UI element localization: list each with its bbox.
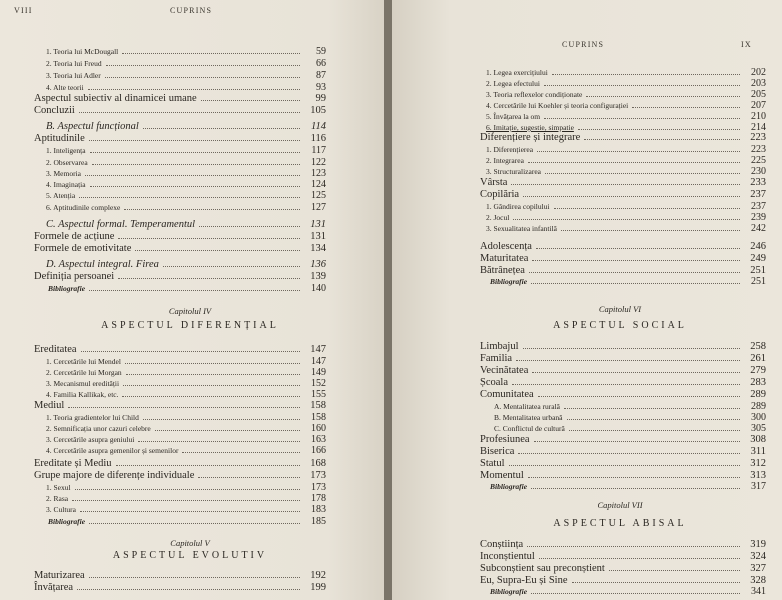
toc-entry: 3. Sexualitatea infantilă 242 (486, 223, 766, 234)
toc-entry: 1. Teoria lui McDougall 59 (46, 46, 326, 57)
toc-entry: 4. Cercetările lui Koehler și teoria configurației 207 (486, 100, 766, 111)
toc-entry-bibliography: Bibliografie 185 (48, 516, 326, 527)
toc-entry: 2. Integrarea 225 (486, 155, 766, 166)
toc-entry: C. Conflictul de cultură 305 (494, 423, 766, 434)
toc-entry: Școala 283 (480, 377, 766, 388)
chapter-label: Capitolul VI (598, 304, 642, 314)
toc-entry: Diferențiere și integrare 223 (480, 132, 766, 143)
toc-entry: Copilăria 237 (480, 189, 766, 200)
toc-entry: Subconștient sau preconștient 327 (480, 563, 766, 574)
chapter-title: ASPECTUL DIFERENȚIAL (101, 320, 279, 331)
toc-entry: Profesiunea 308 (480, 434, 766, 445)
toc-entry: 1. Teoria gradientelor lui Child 158 (46, 412, 326, 423)
toc-entry: 3. Structuralizarea 230 (486, 166, 766, 177)
chapter-label: Capitolul V (170, 538, 210, 548)
toc-entry: 2. Jocul 239 (486, 212, 766, 223)
toc-entry: 4. Alte teorii 93 (46, 82, 326, 93)
toc-entry-bibliography: Bibliografie 341 (490, 586, 766, 597)
toc-entry: Aptitudinile 116 (34, 133, 326, 144)
toc-entry: 1. Gândirea copilului 237 (486, 201, 766, 212)
toc-entry: Bătrânețea 251 (480, 265, 766, 276)
toc-entry: D. Aspectul integral. Firea 136 (46, 259, 326, 270)
toc-entry: Comunitatea 289 (480, 389, 766, 400)
toc-entry: Adolescența 246 (480, 241, 766, 252)
toc-entry: B. Aspectul funcțional 114 (46, 121, 326, 132)
toc-entry: 2. Observarea 122 (46, 157, 326, 168)
toc-entry: Maturitatea 249 (480, 253, 766, 264)
chapter-title: ASPECTUL EVOLUTIV (112, 550, 268, 561)
toc-entry: 1. Inteligența 117 (46, 145, 326, 156)
toc-entry: Ereditate și Mediu 168 (34, 458, 326, 469)
toc-entry: Eu, Supra-Eu și Sine 328 (480, 575, 766, 586)
toc-entry: 2. Teoria lui Freud 66 (46, 58, 326, 69)
chapter-title: ASPECTUL ABISAL (553, 518, 687, 529)
toc-entry: Conștiința 319 (480, 539, 766, 550)
toc-entry: Formele de acțiune 131 (34, 231, 326, 242)
toc-entry: 4. Imaginația 124 (46, 179, 326, 190)
toc-entry: Ereditatea 147 (34, 344, 326, 355)
toc-entry: 2. Legea efectului 203 (486, 78, 766, 89)
toc-entry: 6. Imitație, sugestie, simpatie 214 (486, 122, 766, 133)
toc-entry: 2. Semnificația unor cazuri celebre 160 (46, 423, 326, 434)
toc-entry: 3. Teoria reflexelor condiționate 205 (486, 89, 766, 100)
toc-entry: Definiția persoanei 139 (34, 271, 326, 282)
toc-entry: Maturizarea 192 (34, 570, 326, 581)
chapter-label: Capitolul VII (597, 500, 643, 510)
toc-entry: 3. Cultura 183 (46, 504, 326, 515)
toc-entry: Statul 312 (480, 458, 766, 469)
toc-entry: 5. Învățarea la om 210 (486, 111, 766, 122)
toc-entry: 1. Cercetările lui Mendel 147 (46, 356, 326, 367)
toc-entry: 1. Sexul 173 (46, 482, 326, 493)
toc-entry: C. Aspectul formal. Temperamentul 131 (46, 219, 326, 230)
toc-entry: Aspectul subiectiv al dinamicei umane 99 (34, 93, 326, 104)
toc-entry: 3. Memoria 123 (46, 168, 326, 179)
toc-entry: 4. Familia Kallikak, etc. 155 (46, 389, 326, 400)
chapter-label: Capitolul IV (168, 306, 212, 316)
toc-entry: Concluzii 105 (34, 105, 326, 116)
toc-entry: 3. Cercetările asupra geniului 163 (46, 434, 326, 445)
toc-entry: Vârsta 233 (480, 177, 766, 188)
toc-entry: 2. Rasa 178 (46, 493, 326, 504)
toc-entry: 4. Cercetările asupra gemenilor și semenilor 166 (46, 445, 326, 456)
toc-entry: A. Mentalitatea rurală 289 (494, 401, 766, 412)
toc-entry: 6. Aptitudinile complexe 127 (46, 202, 326, 213)
toc-entry: Formele de emotivitate 134 (34, 243, 326, 254)
toc-entry: B. Mentalitatea urbană 300 (494, 412, 766, 423)
toc-entry: Învățarea 199 (34, 582, 326, 593)
right-running-head: CUPRINS (562, 40, 605, 49)
chapter-title: ASPECTUL SOCIAL (553, 320, 687, 331)
toc-entry-bibliography: Bibliografie 251 (490, 276, 766, 287)
toc-entry-bibliography: Bibliografie 140 (48, 283, 326, 294)
toc-entry: 1. Diferențierea 223 (486, 144, 766, 155)
toc-entry: 3. Mecanismul eredității 152 (46, 378, 326, 389)
toc-entry-bibliography: Bibliografie 317 (490, 481, 766, 492)
right-folio: IX (741, 40, 752, 49)
toc-entry: 3. Teoria lui Adler 87 (46, 70, 326, 81)
toc-entry: 5. Atenția 125 (46, 190, 326, 201)
toc-entry: Limbajul 258 (480, 341, 766, 352)
toc-entry: Biserica 311 (480, 446, 766, 457)
toc-entry: 1. Legea exercițiului 202 (486, 67, 766, 78)
left-folio: VIII (14, 6, 33, 15)
toc-entry: Familia 261 (480, 353, 766, 364)
toc-entry: Grupe majore de diferențe individuale 173 (34, 470, 326, 481)
left-running-head: CUPRINS (170, 6, 213, 15)
toc-entry: Mediul 158 (34, 400, 326, 411)
toc-entry: Momentul 313 (480, 470, 766, 481)
toc-entry: 2. Cercetările lui Morgan 149 (46, 367, 326, 378)
toc-entry: Inconștientul 324 (480, 551, 766, 562)
toc-entry: Vecinătatea 279 (480, 365, 766, 376)
